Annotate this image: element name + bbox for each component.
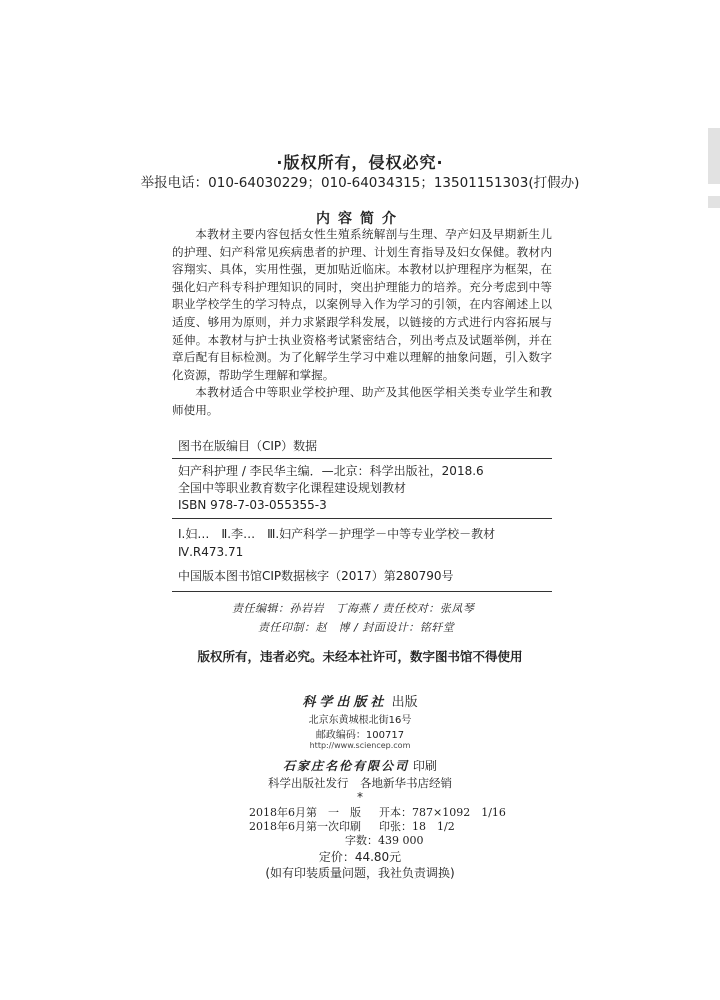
summary-paragraph-2: 本教材适合中等职业学校护理、助产及其他医学相关类专业学生和教师使用。 — [172, 385, 552, 417]
cip-line-2: 全国中等职业教育数字化课程建设规划教材 — [178, 481, 407, 495]
price: 定价：44.80元 — [318, 850, 402, 864]
printer-suffix: 印刷 — [412, 759, 437, 773]
cip-line-1: 妇产科护理 / 李民华主编．—北京：科学出版社，2018.6 — [178, 464, 484, 478]
cip-isbn: ISBN 978-7-03-055355-3 — [178, 498, 327, 512]
cip-rule-middle — [172, 518, 552, 519]
cip-rule-top — [172, 458, 552, 459]
report-hotline: 举报电话：010-64030229；010-64034315；13501151303(打假办) — [140, 175, 580, 191]
first-printing: 2018年6月第一次印刷 — [249, 820, 361, 833]
rights-notice: 版权所有，违者必究。未经本社许可，数字图书馆不得使用 — [197, 649, 523, 664]
publisher-address: 北京东黄城根北街16号 — [308, 715, 412, 726]
first-edition: 2018年6月第 一 版 — [249, 806, 361, 819]
printer-line — [0, 757, 720, 774]
staff-line-1: 责任编辑：孙岩岩 丁海燕 / 责任校对：张凤琴 — [232, 602, 475, 615]
publisher-zip: 邮政编码：100717 — [315, 730, 405, 741]
publisher-name: 科学出版社 — [302, 695, 388, 710]
publisher-line — [0, 691, 720, 710]
print-sheets: 印张：18 1/2 — [379, 820, 455, 833]
exchange-note: (如有印装质量问题，我社负责调换) — [265, 866, 455, 880]
copyright-title: ·版权所有，侵权必究· — [276, 153, 444, 172]
book-format: 开本：787×1092 1/16 — [379, 806, 506, 819]
publisher-suffix: 出版 — [391, 695, 418, 710]
distribution-line: 科学出版社发行 各地新华书店经销 — [268, 776, 452, 790]
staff-line-2: 责任印制：赵 博 / 封面设计：铭轩堂 — [258, 621, 455, 634]
separator-star: * — [357, 790, 363, 804]
cip-classification-1: Ⅰ.妇… Ⅱ.李… Ⅲ.妇产科学－护理学－中等专业学校－教材 — [178, 527, 496, 541]
summary-paragraph-1: 本教材主要内容包括女性生殖系统解剖与生理、孕产妇及早期新生儿的护理、妇产科常见疾病患者的护理、计划生育指导及妇女保健。教材内容翔实、具体，实用性强，更加贴近临床。本教材以护理程序为框架，在强化妇产科专科护理知识的同时，突出护理能力的培养。充分考虑到中等职业学校学生的学习特点，以案例导入作为学习的引领，在内容阐述上以适度、够用为原则，并力求紧跟学科发展，以链接的方式进行内容拓展与延伸。本教材与护士执业资格考试紧密结合，列出考点及试题举例，并在章后配有目标检测。为了化解学生学习中难以理解的抽象问题，引入数字化资源，帮助学生理解和掌握。 — [172, 227, 552, 382]
publisher-website: http://www.sciencep.com — [309, 741, 411, 750]
printer-name: 石家庄名伦有限公司 — [283, 759, 410, 773]
page-edge-tab-small — [708, 196, 720, 208]
summary-body — [172, 226, 552, 420]
word-count: 字数：439 000 — [345, 834, 424, 847]
cip-rule-bottom — [172, 591, 552, 592]
cip-verify-number: 中国版本图书馆CIP数据核字（2017）第280790号 — [178, 569, 454, 583]
cip-classification-2: Ⅳ.R473.71 — [178, 545, 244, 559]
summary-title: 内容简介 — [316, 211, 404, 227]
cip-title: 图书在版编目（CIP）数据 — [178, 439, 318, 453]
